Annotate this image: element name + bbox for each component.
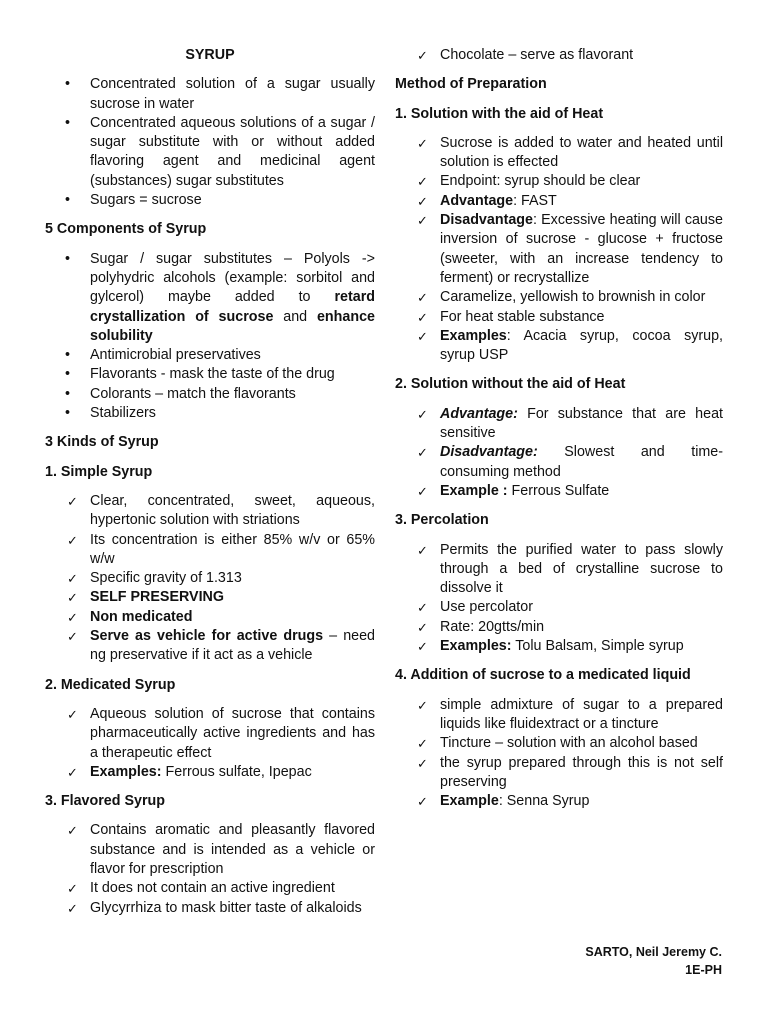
list-item: ✓ Advantage: For substance that are heat sensitive xyxy=(417,405,723,442)
checkmark-icon: ✓ xyxy=(67,900,78,916)
list-item: ✓ Serve as vehicle for active drugs – need ng preservative if it act as a vehicle xyxy=(67,628,376,664)
list-item: ✓ Specific gravity of 1.313 xyxy=(45,569,375,588)
checkmark-icon: ✓ xyxy=(417,290,428,306)
method-heading: Method of Preparation xyxy=(395,76,547,93)
list-item: ✓ It does not contain an active ingredient xyxy=(45,879,375,898)
kinds-heading: 3 Kinds of Syrup xyxy=(45,434,159,451)
checkmark-icon: ✓ xyxy=(417,639,428,655)
checkmark-icon: ✓ xyxy=(417,755,428,771)
list-item: ✓ Sucrose is added to water and heated until solution is effected xyxy=(417,134,723,171)
checkmark-icon: ✓ xyxy=(417,697,428,713)
percolation-list xyxy=(395,541,723,657)
checkmark-icon: ✓ xyxy=(67,571,78,587)
checkmark-icon: ✓ xyxy=(67,609,78,625)
flavored-syrup-heading: 3. Flavored Syrup xyxy=(45,793,165,810)
list-item: ✓ Example : Ferrous Sulfate xyxy=(395,482,723,501)
checkmark-icon: ✓ xyxy=(417,328,428,344)
checkmark-icon: ✓ xyxy=(417,794,428,810)
intro-list xyxy=(45,75,375,210)
list-item: ✓ Examples: Acacia syrup, cocoa syrup, syrup USP xyxy=(417,327,723,364)
list-item: ✓ Example: Senna Syrup xyxy=(395,792,723,811)
simple-syrup-list xyxy=(45,492,375,666)
list-item: ✓ Aqueous solution of sucrose that contains pharmaceutically active ingredients and has a therapeutic effect xyxy=(67,705,375,761)
checkmark-icon: ✓ xyxy=(67,629,78,645)
addition-heading: 4. Addition of sucrose to a medicated liquid xyxy=(395,667,691,684)
list-item: ✓ Use percolator xyxy=(395,598,723,617)
list-item: ✓ Examples: Ferrous sulfate, Ipepac xyxy=(45,763,375,782)
list-item: • Sugars = sucrose xyxy=(45,191,375,210)
list-item: • Antimicrobial preservatives xyxy=(45,346,375,365)
checkmark-icon: ✓ xyxy=(417,309,428,325)
list-item: • Concentrated aqueous solutions of a sugar / sugar substitute with or without added flavoring agent and medicinal agent (substances) sugar substitutes xyxy=(45,114,375,191)
right-column xyxy=(395,0,723,821)
list-item: ✓ Glycyrrhiza to mask bitter taste of alkaloids xyxy=(45,899,375,918)
checkmark-icon: ✓ xyxy=(67,706,78,722)
checkmark-icon: ✓ xyxy=(67,493,78,509)
left-column xyxy=(45,0,375,928)
list-item: ✓ Its concentration is either 85% w/v or 65% w/w xyxy=(67,531,375,567)
checkmark-icon: ✓ xyxy=(417,193,428,209)
no-heat-method-heading: 2. Solution without the aid of Heat xyxy=(395,376,626,393)
list-item: • Stabilizers xyxy=(45,404,375,423)
author-footer xyxy=(585,943,722,979)
list-item: ✓ simple admixture of sugar to a prepared liquids like fluidextract or a tincture xyxy=(417,696,723,732)
no-heat-method-list xyxy=(395,405,723,501)
list-item: • Concentrated solution of a sugar usually sucrose in water xyxy=(45,75,375,114)
checkmark-icon: ✓ xyxy=(417,213,428,229)
list-item: ✓ Non medicated xyxy=(45,608,375,627)
checkmark-icon: ✓ xyxy=(417,542,428,558)
heat-method-list xyxy=(395,134,723,366)
author-section: 1E-PH xyxy=(685,963,722,977)
list-item: ✓ SELF PRESERVING xyxy=(45,588,375,607)
addition-list xyxy=(395,696,723,812)
checkmark-icon: ✓ xyxy=(67,881,78,897)
list-item: ✓ the syrup prepared through this is not self preserving xyxy=(417,754,723,790)
checkmark-icon: ✓ xyxy=(417,48,428,63)
components-heading: 5 Components of Syrup xyxy=(45,221,207,238)
simple-syrup-heading: 1. Simple Syrup xyxy=(45,463,153,480)
document-title: SYRUP xyxy=(185,47,235,63)
list-item: ✓ For heat stable substance xyxy=(395,308,723,327)
list-item: ✓ Permits the purified water to pass slowly through a bed of crystalline sucrose to dissolve it xyxy=(417,541,723,597)
checkmark-icon: ✓ xyxy=(417,406,428,422)
checkmark-icon: ✓ xyxy=(67,532,78,548)
list-item: • Sugar / sugar substitutes – Polyols -> polyhydric alcohols (example: sorbitol and gylcerol) maybe added to retard crystallization of sucrose and enhance solubility xyxy=(45,250,375,346)
list-item: ✓ Disadvantage: Excessive heating will cause inversion of sucrose - glucose + fructose (sweeter, with an increase tendency to ferment) or recrystallize xyxy=(417,212,723,286)
heat-method-heading: 1. Solution with the aid of Heat xyxy=(395,105,604,122)
checkmark-icon: ✓ xyxy=(417,600,428,616)
checkmark-icon: ✓ xyxy=(417,619,428,635)
flavored-syrup-list xyxy=(45,821,375,917)
list-item: • Flavorants - mask the taste of the drug xyxy=(45,365,375,384)
list-item: ✓ Examples: Tolu Balsam, Simple syrup xyxy=(395,637,723,656)
checkmark-icon: ✓ xyxy=(417,174,428,190)
components-list xyxy=(45,250,375,424)
list-item: ✓ Disadvantage: Slowest and time-consuming method xyxy=(417,444,723,480)
author-name: SARTO, Neil Jeremy C. xyxy=(585,945,722,959)
list-item: • Colorants – match the flavorants xyxy=(45,385,375,404)
list-item: ✓ Endpoint: syrup should be clear xyxy=(395,172,723,191)
list-item: ✓ Clear, concentrated, sweet, aqueous, hypertonic solution with striations xyxy=(67,492,375,529)
checkmark-icon: ✓ xyxy=(67,764,78,780)
checkmark-icon: ✓ xyxy=(417,445,428,461)
checkmark-icon: ✓ xyxy=(417,736,428,752)
percolation-heading: 3. Percolation xyxy=(395,512,489,529)
list-item: ✓ Caramelize, yellowish to brownish in color xyxy=(395,288,723,307)
checkmark-icon: ✓ xyxy=(417,135,428,151)
checkmark-icon: ✓ xyxy=(67,823,78,839)
list-item: ✓ Contains aromatic and pleasantly flavored substance and is intended as a vehicle or flavor for prescription xyxy=(67,822,375,877)
list-item: ✓ Rate: 20gtts/min xyxy=(395,618,723,637)
medicated-syrup-list xyxy=(45,705,375,782)
list-item: ✓ Tincture – solution with an alcohol based xyxy=(395,734,723,753)
flavored-continued-list xyxy=(395,46,723,65)
checkmark-icon: ✓ xyxy=(67,590,78,606)
list-item: ✓ Advantage: FAST xyxy=(395,192,723,211)
medicated-syrup-heading: 2. Medicated Syrup xyxy=(45,676,176,693)
checkmark-icon: ✓ xyxy=(417,483,428,499)
list-item: ✓ Chocolate – serve as flavorant xyxy=(395,46,723,65)
